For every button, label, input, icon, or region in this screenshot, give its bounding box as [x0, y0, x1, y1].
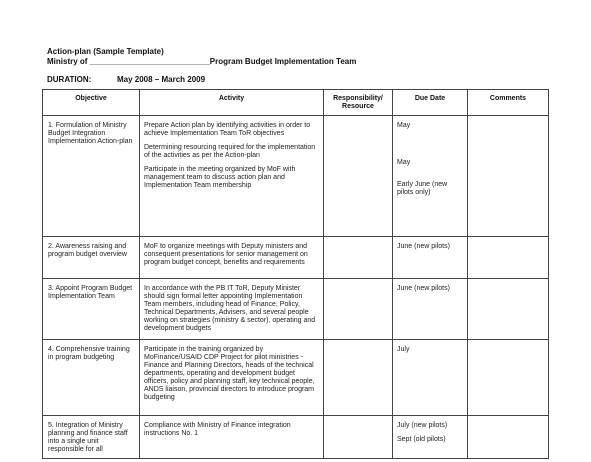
responsibility-cell — [324, 279, 393, 340]
column-header-due-date: Due Date — [393, 90, 468, 116]
comments-cell — [468, 279, 549, 340]
due-date-item: Early June (new pilots only) — [397, 181, 448, 196]
activity-item: In accordance with the PB IT ToR, Deputy Minister should sign formal letter appointing Implementation Team members, including head of Finance, Policy, Technical Departments, Advisers, and several people working on strategies (ministry & sector), operating and development budgets — [144, 285, 316, 332]
activity-cell — [140, 116, 324, 237]
objective-cell: 1. Formulation of Ministry Budget Integration Implementation Action-plan — [43, 116, 140, 237]
due-date-item: May — [397, 122, 411, 129]
due-date-cell — [393, 237, 468, 279]
due-date-item: May — [397, 159, 411, 166]
responsibility-cell — [324, 237, 393, 279]
table-row — [43, 340, 549, 416]
table-row — [43, 116, 549, 237]
document-header — [47, 47, 356, 85]
duration-label: DURATION: — [47, 75, 92, 84]
activity-item: Compliance with Ministry of Finance integration instructions No. 1 — [144, 422, 291, 437]
comments-cell — [468, 340, 549, 416]
objective-cell: 5. Integration of Ministry planning and finance staff into a single unit responsible for all — [43, 416, 140, 459]
comments-cell — [468, 416, 549, 459]
objective-cell: 2. Awareness raising and program budget overview — [43, 237, 140, 279]
responsibility-cell — [324, 340, 393, 416]
activity-cell — [140, 416, 324, 459]
activity-cell — [140, 237, 324, 279]
document-title: Action-plan (Sample Template) — [47, 47, 164, 56]
column-header-responsibility: Responsibility/ Resource — [324, 90, 393, 116]
column-header-objective: Objective — [43, 90, 140, 116]
responsibility-cell — [324, 116, 393, 237]
due-date-cell — [393, 279, 468, 340]
table-row — [43, 416, 549, 459]
due-date-item: June (new pilots) — [397, 285, 450, 292]
due-date-item: Sept (old pilots) — [397, 436, 446, 443]
activity-cell — [140, 279, 324, 340]
ministry-line: Ministry of ___________________________Program Budget Implementation Team — [47, 57, 357, 66]
due-date-cell — [393, 116, 468, 237]
due-date-cell — [393, 340, 468, 416]
due-date-item: June (new pilots) — [397, 243, 450, 250]
action-plan-table — [42, 89, 549, 459]
table-row — [43, 279, 549, 340]
due-date-item: July — [397, 346, 410, 353]
objective-cell: 3. Appoint Program Budget Implementation Team — [43, 279, 140, 340]
objective-cell: 4. Comprehensive training in program budgeting — [43, 340, 140, 416]
column-header-comments: Comments — [468, 90, 549, 116]
duration-line — [47, 75, 356, 85]
responsibility-cell — [324, 416, 393, 459]
table-header-row — [43, 90, 549, 116]
comments-cell — [468, 116, 549, 237]
table-row — [43, 237, 549, 279]
activity-item: Prepare Action plan by identifying activities in order to achieve Implementation Team ToR objectives — [144, 122, 311, 137]
activity-item: Participate in the meeting organized by MoF with management team to discuss action plan and Implementation Team membership — [144, 166, 296, 189]
activity-item: Participate in the training organized by MoFinance/USAID CDP Project for pilot ministries - Finance and Planning Directors, heads of the technical departments, operating and development budget officers, policy and planning staff, key technical people, ANDS liaison, provincial directors to introduce program budgeting — [144, 346, 315, 401]
comments-cell — [468, 237, 549, 279]
activity-cell — [140, 340, 324, 416]
due-date-cell — [393, 416, 468, 459]
activity-item: Determining resourcing required for the implementation of the activities as per the Action-plan — [144, 144, 316, 159]
activity-item: MoF to organize meetings with Deputy ministers and consequent presentations for senior management on program budget concept, benefits and requirements — [144, 243, 308, 266]
due-date-item: July (new pilots) — [397, 422, 448, 429]
column-header-activity: Activity — [140, 90, 324, 116]
duration-value: May 2008 – March 2009 — [117, 75, 206, 84]
